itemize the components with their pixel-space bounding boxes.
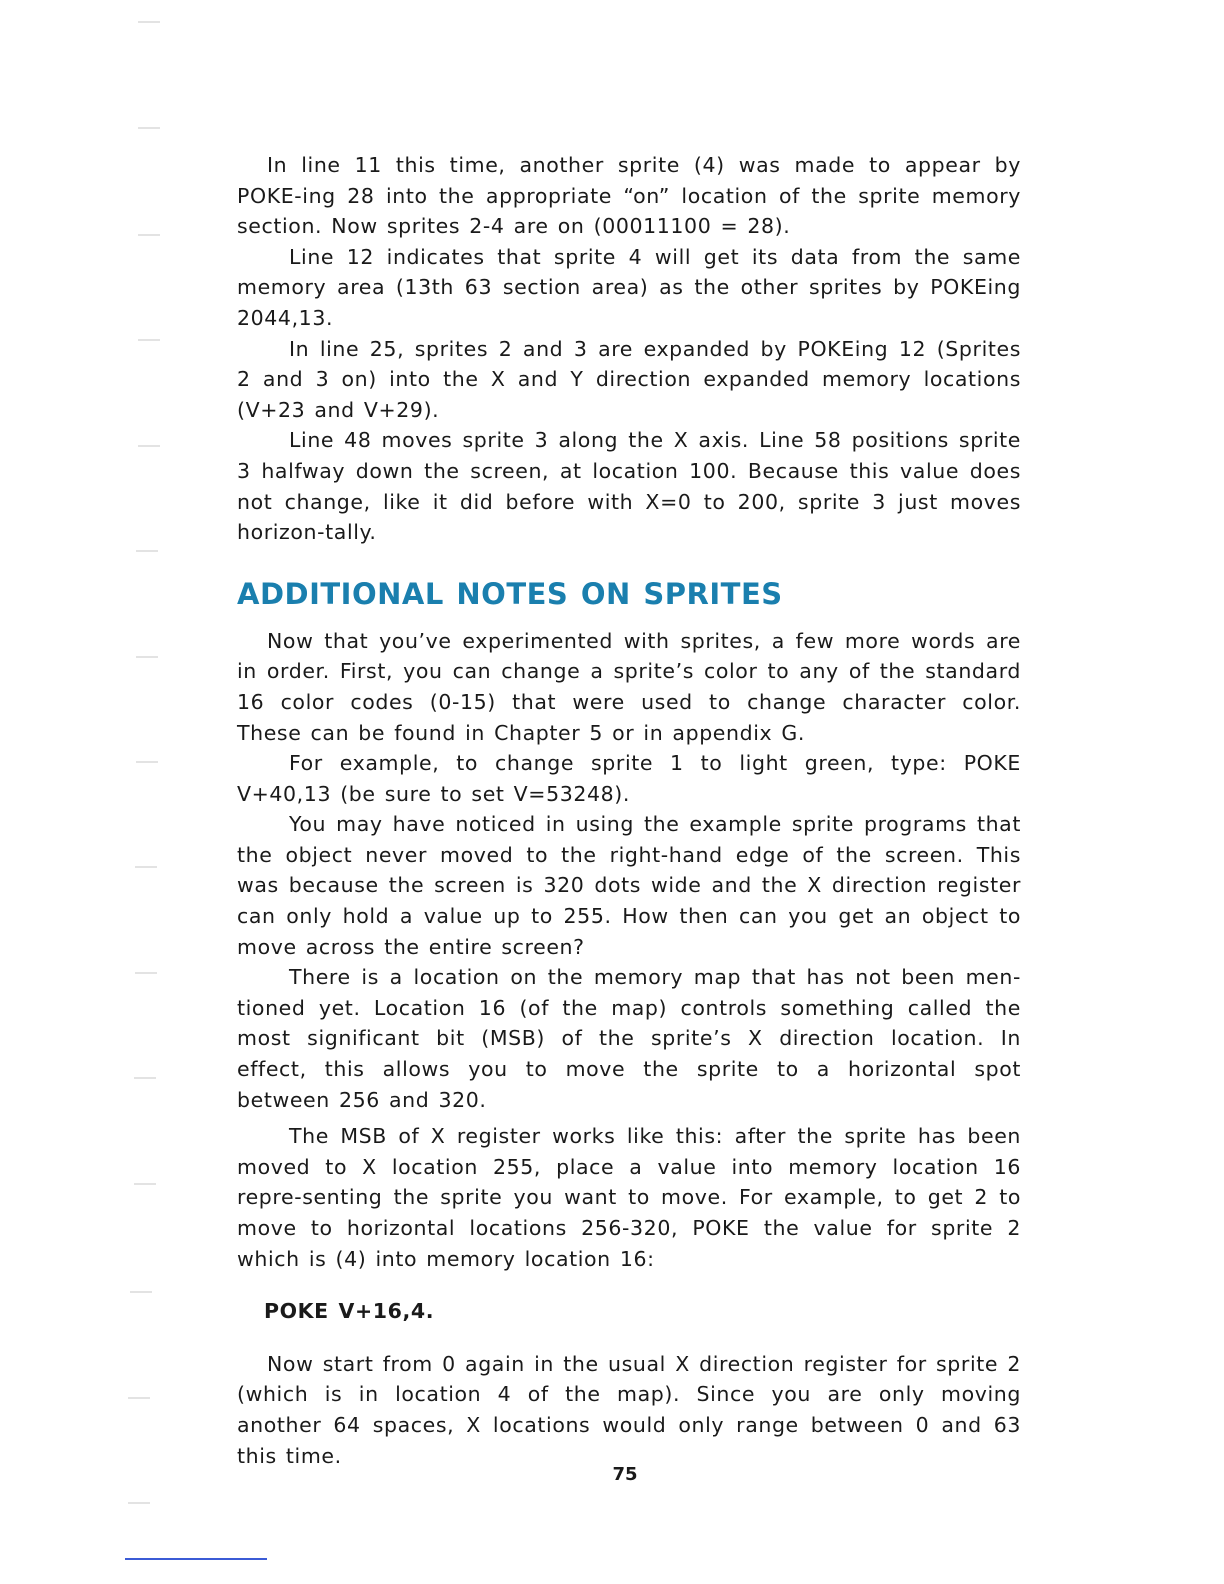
page-body [237, 150, 1021, 1471]
page-number: 75 [612, 1464, 638, 1485]
paragraph-line-48: Line 48 moves sprite 3 along the X axis. Line 58 positions sprite 3 halfway down the screen, at location 100. Because this value does not change, like it did before with X=0 to 200, sprite 3 just moves horizon-tally. [237, 428, 1021, 545]
margin-tick-marks [0, 0, 200, 1584]
paragraph-right-edge: You may have noticed in using the example sprite programs that the object never moved to the right-hand edge of the screen. This was because the screen is 320 dots wide and the X direction register can only hold a value up to 255. How then can you get an object to move across the entire screen? [237, 812, 1021, 959]
section-heading: ADDITIONAL NOTES ON SPRITES [237, 576, 783, 611]
paragraph-example-color: For example, to change sprite 1 to light green, type: POKE V+40,13 (be sure to set V=53248). [237, 751, 1021, 806]
paragraph-sprite-color: Now that you’ve experimented with sprites, a few more words are in order. First, you can change a sprite’s color to any of the standard 16 color codes (0-15) that were used to change character color. These can be found in Chapter 5 or in appendix G. [237, 628, 1021, 745]
paragraph-msb-usage: The MSB of X register works like this: after the sprite has been moved to X location 255, place a value into memory location 16 repre-senting the sprite you want to move. For example, to get 2 to move to horizontal locations 256-320, POKE the value for sprite 2 which is (4) into memory location 16: [237, 1124, 1021, 1271]
margin-ticks-graphic [0, 0, 200, 1584]
paragraph-line-12: Line 12 indicates that sprite 4 will get its data from the same memory area (13th 63 section area) as the other sprites by POKEing 2044,13. [237, 244, 1021, 330]
bottom-rule [125, 1558, 267, 1560]
code-example: POKE V+16,4. [264, 1299, 435, 1324]
paragraph-line-11: In line 11 this time, another sprite (4) was made to appear by POKE-ing 28 into the appropriate “on” location of the sprite memory section. Now sprites 2-4 are on (00011100 = 28). [237, 153, 1021, 239]
paragraph-msb-location: There is a location on the memory map that has not been men-tioned yet. Location 16 (of the map) controls something called the most significant bit (MSB) of the sprite’s X direction location. In effect, this allows you to move the sprite to a horizontal spot between 256 and 320. [237, 965, 1021, 1112]
paragraph-after-code: Now start from 0 again in the usual X direction register for sprite 2 (which is in location 4 of the map). Since you are only moving another 64 spaces, X locations would only range between 0 and 63 this time. [237, 1351, 1021, 1468]
paragraph-line-25: In line 25, sprites 2 and 3 are expanded by POKEing 12 (Sprites 2 and 3 on) into the X and Y direction expanded memory locations (V+23 and V+29). [237, 336, 1021, 422]
